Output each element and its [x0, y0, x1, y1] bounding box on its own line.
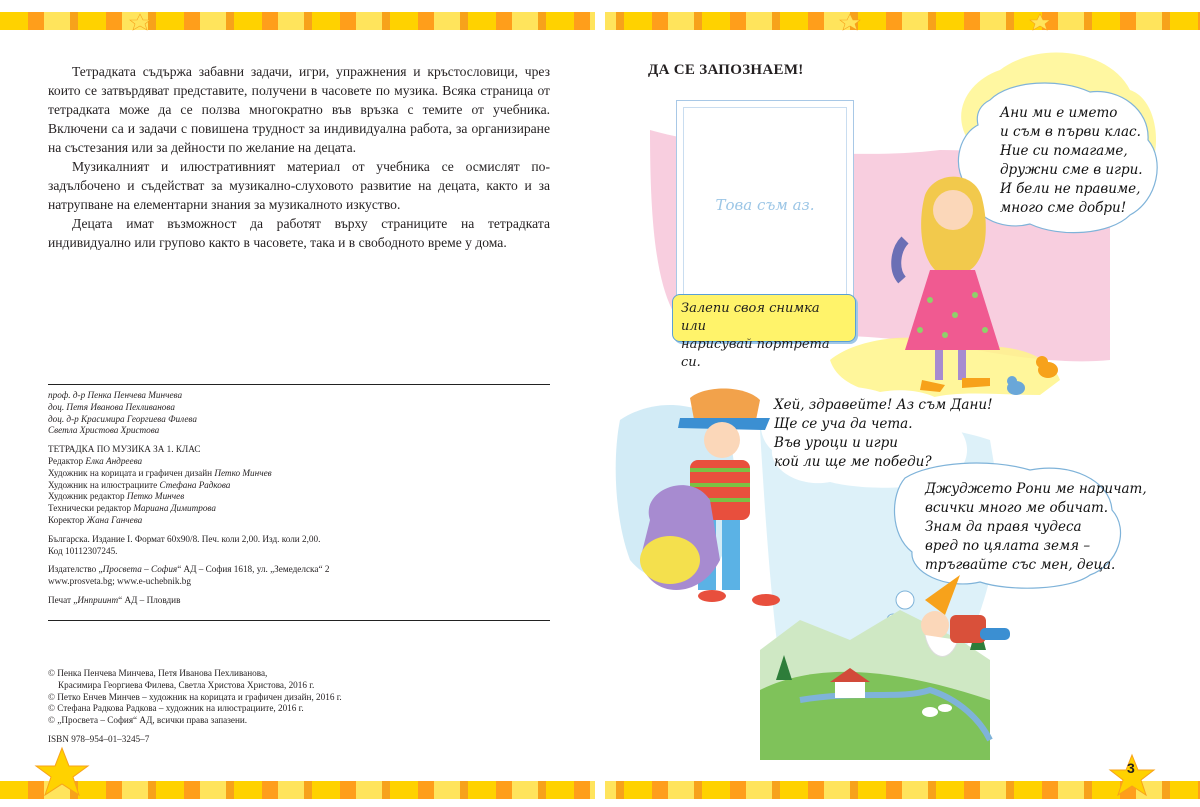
copyright-line: Красимира Георгиева Филева, Светла Христова Христова, 2016 г. [58, 679, 315, 690]
instruction-note [672, 294, 856, 370]
ani-line: и съм в първи клас. [1000, 124, 1141, 140]
roni-line: тръгвайте със мен, деца. [925, 557, 1116, 573]
dani-speech [774, 396, 993, 472]
dani-line: Във уроци и игри [774, 435, 898, 451]
roni-line: всички много ме обичат. [925, 500, 1109, 516]
author-line: доц. д-р Красимира Георгиева Филева [48, 413, 197, 424]
roni-line: Джуджето Рони ме наричат, [925, 481, 1147, 497]
publisher-web: www.prosveta.bg; www.e-uchebnik.bg [48, 576, 191, 587]
photo-frame[interactable] [676, 100, 854, 302]
roni-speech [925, 480, 1147, 575]
author-line: Светла Христова Христова [48, 425, 160, 436]
page-number: 3 [1127, 760, 1135, 776]
intro-paragraph-3: Децата имат възможност да работят върху страниците на тетрадката индивидуално или групово както в часовете, така и в свободното време у дома. [48, 216, 550, 250]
star-left-icon [36, 748, 88, 795]
divider-line [48, 620, 550, 621]
imprint-block [48, 390, 550, 607]
credit-line: Технически редактор Мариана Димитрова [48, 503, 216, 514]
intro-paragraph-1: Тетрадката съдържа забавни задачи, игри, упражнения и кръстословици, чрез които се затвърдяват представите, получени в часовете по музика. Всяка страница от тетрадката може да се ползва многократно във връзка с темите от учебника. Включени са и задачи с повишена трудност за индивидуална работа, за организиране на състезания или за дейности по желание на децата. [48, 64, 550, 155]
copyright-line: © Стефана Радкова Радкова – художник на илюстрациите, 2016 г. [48, 703, 304, 714]
publisher-line: Издателство „Просвета – София“ АД – София 1618, ул. „Земеделска“ 2 [48, 564, 330, 575]
copyright-line: © „Просвета – София“ АД, всички права запазени. [48, 715, 248, 726]
copyright-block [48, 668, 550, 746]
photo-caption: Това съм аз. [715, 196, 815, 214]
credit-line: Редактор Елка Андреева [48, 455, 143, 466]
divider-line [48, 384, 550, 385]
credit-line: Художник на илюстрациите Стефана Радкова [48, 479, 231, 490]
author-line: проф. д-р Пенка Пенчева Минчева [48, 390, 183, 400]
ani-line: И бели не правиме, [1000, 181, 1141, 197]
copyright-line: © Пенка Пенчева Минчева, Петя Иванова Пехливанова, [48, 668, 268, 678]
credit-line: Художник на корицата и графичен дизайн Петко Минчев [48, 467, 272, 478]
isbn: ISBN 978–954–01–3245–7 [48, 733, 150, 744]
ani-speech [1000, 104, 1143, 218]
ani-line: Ние си помагаме, [1000, 143, 1128, 159]
instruction-line: нарисувай портрета си. [681, 337, 830, 370]
intro-paragraph-2: Музикалният и илюстративният материал от учебника се осмислят по-задълбочено и съдействат за музикално-слуховото развитие на децата, както и за натрупване на елементарни знания за музикалното изкуство. [48, 159, 550, 212]
ani-line: Ани ми е името [1000, 105, 1118, 121]
author-line: доц. Петя Иванова Пехливанова [48, 401, 175, 412]
page-title: ДА СЕ ЗАПОЗНАЕМ! [648, 62, 804, 78]
instruction-line: Залепи своя снимка или [681, 301, 820, 334]
photo-frame-inner [683, 107, 847, 295]
book-title: ТЕТРАДКА ПО МУЗИКА ЗА 1. КЛАС [48, 444, 201, 455]
dani-line: кой ли ще ме победи? [774, 454, 932, 470]
edition-code: Код 10112307245. [48, 545, 118, 556]
intro-text [48, 62, 550, 252]
ani-line: много сме добри! [1000, 200, 1127, 216]
ani-line: дружни сме в игри. [1000, 162, 1143, 178]
roni-line: Знам да правя чудеса [925, 519, 1082, 535]
print-line: Печат „Инприинт“ АД – Пловдив [48, 594, 181, 605]
copyright-line: © Петко Енчев Минчев – художник на корицата и графичен дизайн, 2016 г. [48, 691, 342, 702]
dani-line: Хей, здравейте! Аз съм Дани! [774, 397, 993, 413]
credit-line: Коректор Жана Ганчева [48, 514, 143, 525]
credit-line: Художник редактор Петко Минчев [48, 491, 185, 502]
dani-line: Ще се уча да чета. [774, 416, 913, 432]
edition-line: Българска. Издание I. Формат 60х90/8. Печ. коли 2,00. Изд. коли 2,00. [48, 533, 321, 544]
roni-line: вред по цялата земя – [925, 538, 1091, 554]
